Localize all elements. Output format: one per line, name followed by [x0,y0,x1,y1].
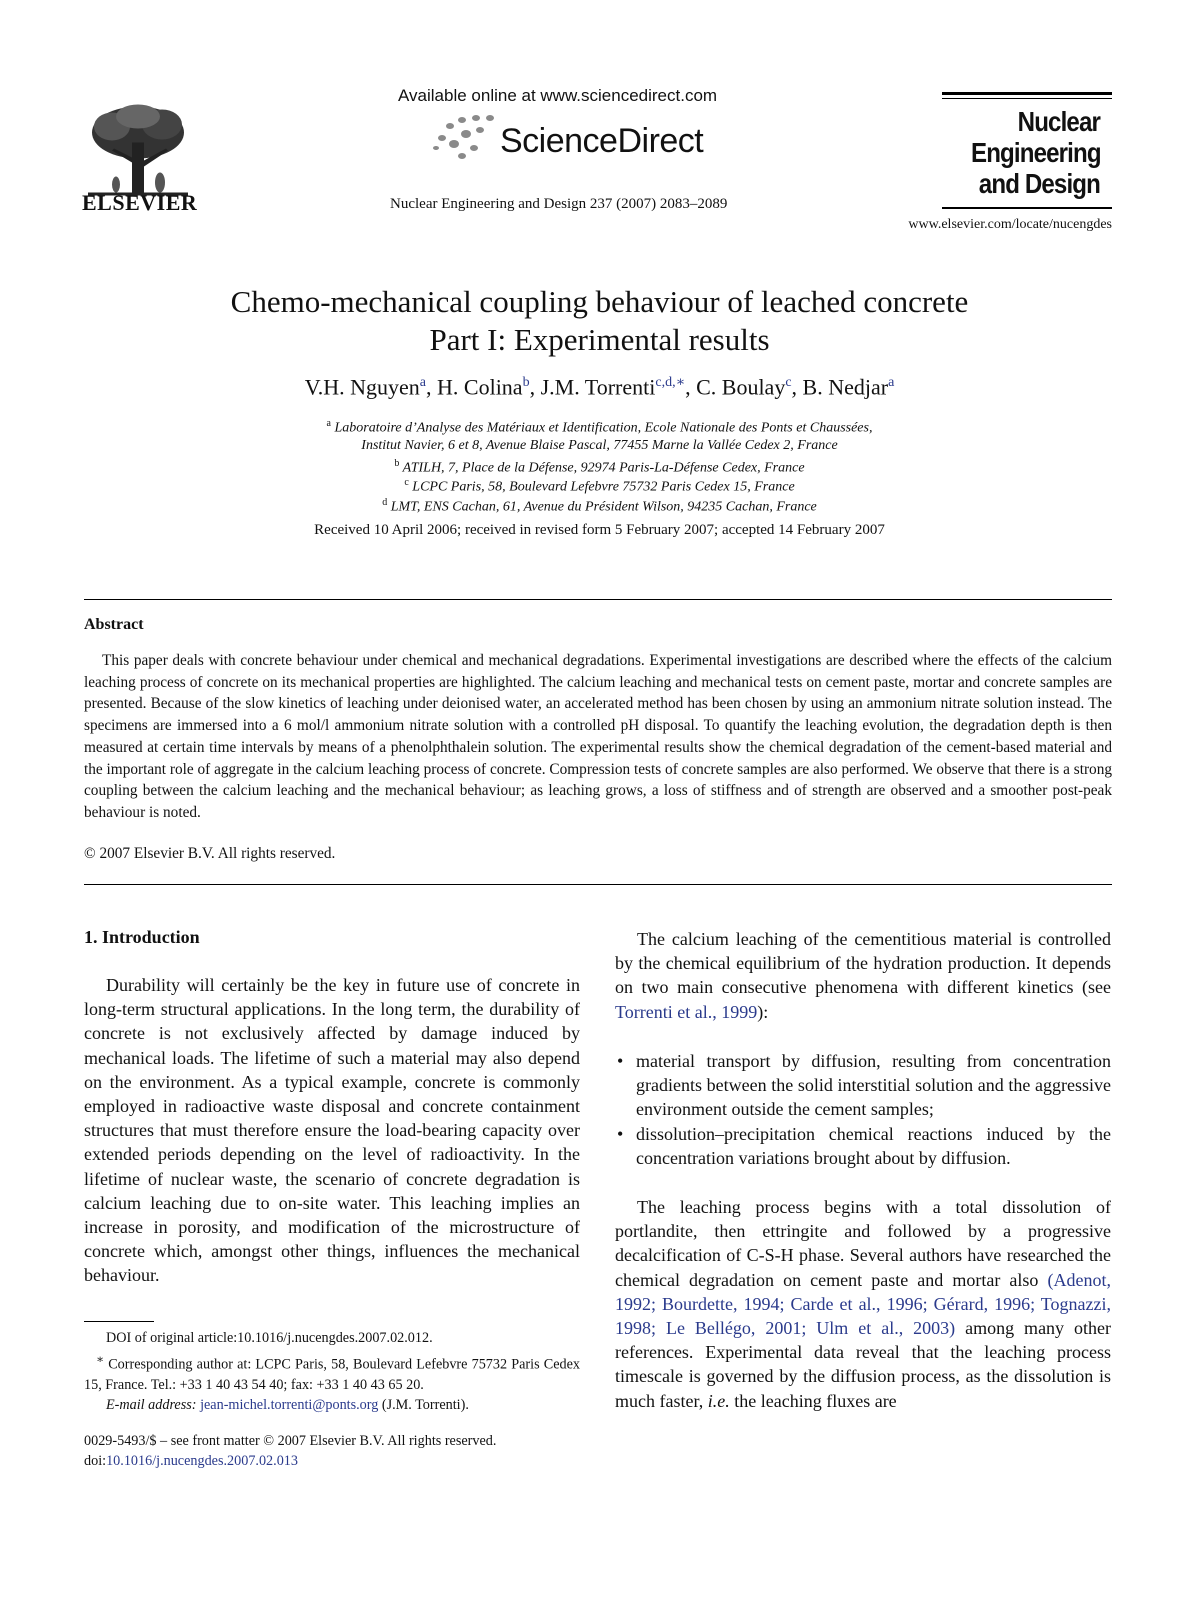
journal-box-rule [942,207,1112,209]
abstract-top-rule [84,599,1112,600]
journal-box-rule [942,92,1112,95]
paragraph-text: The leaching process begins with a total dissolution of portlandite, then ettringite and followed by a progressive decalcification of C-S-H phase. Several authors have researched the chemical degradation on cement paste and mortar also [615,1197,1111,1290]
footnote-corresponding-author [84,1349,580,1396]
email-owner: (J.M. Torrenti). [378,1397,469,1414]
abstract-copyright: © 2007 Elsevier B.V. All rights reserved. [84,845,336,862]
author-list [0,374,1199,400]
footnote-rule [84,1321,154,1322]
affiliation [0,438,1199,454]
received-dates: Received 10 April 2006; received in revised form 5 February 2007; accepted 14 February 2007 [314,522,885,538]
author-separator: , [426,374,438,400]
footnote-text: Corresponding author at: LCPC Paris, 58, Boulevard Lefebvre 75732 Paris Cedex 15, France. Tel.: +33 1 40 43 54 40; fax: +33 1 40 43 65 20. [84,1356,580,1393]
affiliation [0,497,1199,516]
citation-link[interactable]: (Adenot, 1992; Bourdette, 1994; Carde et al., 1996; Gérard, 1996; Tognazzi, 1998; Le Bellégo, 2001; Ulm et al., 2003) [615,1269,1111,1339]
bullet-icon: • [617,1051,624,1071]
footnote-marker: ∗ [96,1351,105,1366]
author-name: J.M. Torrenti [540,374,656,400]
author-affiliation-link[interactable]: b [522,375,530,390]
affiliation-text: ATILH, 7, Place de la Défense, 92974 Paris-La-Défense Cedex, France [402,460,805,476]
affiliation-text: LMT, ENS Cachan, 61, Avenue du Président Wilson, 94235 Cachan, France [390,499,817,515]
intro-paragraph: Durability will certainly be the key in future use of concrete in long-term structural applications. In the long term, the durability of concrete is not exclusively affected by damage induced by mechanical loads. The lifetime of such a material may also depend on the environment. As a typical example, concrete is commonly employed in radioactive waste disposal and concrete containment structures that must therefore ensure the load-bearing capacity over extended periods depending on the level of radioactivity. In the lifetime of nuclear waste, the scenario of concrete degradation is calcium leaching due to on-site water. This leaching implies an increase in porosity, and modification of the microstructure of concrete which, amongst other things, influences the mechanical behaviour. [84,975,580,1286]
journal-url-link[interactable]: www.elsevier.com/locate/nucengdes [908,217,1112,232]
available-online-text: Available online at www.sciencedirect.com [398,86,718,105]
affiliation-marker: d [382,497,388,508]
affiliation-text: Laboratoire d’Analyse des Matériaux et Identification, Ecole Nationale des Ponts et Chaussées, [334,420,873,436]
article-title: Chemo-mechanical coupling behaviour of leached concrete [230,284,969,319]
footnotes [84,1328,580,1416]
abstract-bottom-rule [84,884,1112,885]
email-label: E-mail address: [106,1397,197,1414]
front-matter-text: 0029-5493/$ – see front matter © 2007 Elsevier B.V. All rights reserved. [84,1433,497,1449]
publisher-name: ELSEVIER [82,190,198,215]
list-item [615,1122,1111,1170]
paragraph-text: among many other references. Experimental data reveal that the leaching process timescale is governed by the diffusion process, as the dissolution is much faster, [615,1318,1111,1411]
paragraph-italic: i.e. [707,1390,730,1411]
doi-link[interactable]: 10.1016/j.nucengdes.2007.02.013 [106,1453,298,1469]
list-item-text: dissolution–precipitation chemical reactions induced by the concentration variations brought about by diffusion. [636,1123,1111,1168]
affiliation-marker: b [394,458,400,469]
email-link[interactable]: jean-michel.torrenti@ponts.org [200,1397,379,1414]
intro-paragraph [615,1195,1111,1413]
affiliation [0,458,1199,477]
journal-title-logo [971,106,1100,199]
journal-title-line: Engineering [971,137,1101,168]
abstract-heading: Abstract [84,616,144,633]
author-affiliation-link[interactable]: a [888,375,895,390]
intro-paragraph [615,927,1111,1024]
abstract-body: This paper deals with concrete behaviour under chemical and mechanical degradations. Experimental investigations are described where the effects of the calcium leaching process of concrete on its mechanical properties are highlighted. The calcium leaching and mechanical tests on cement paste, mortar and concrete samples are presented. Because of the slow kinetics of leaching under deionised water, an accelerated method has been chosen by using an ammonium nitrate solution instead. The specimens are immersed into a 6 mol/l ammonium nitrate solution with a controlled pH disposal. To quantify the leaching evolution, the degradation depth is then measured at certain time intervals by means of a phenolphthalein solution. The experimental results show the chemical degradation of the cement-based material and the important role of aggregate in the calcium leaching process of concrete. Compression tests of concrete samples are also performed. We observe that there is a strong coupling between the calcium leaching and the mechanical behaviour; as leaching grows, a loss of stiffness and of strength are observed and a smoother post-peak behaviour is noted. [84,652,1112,821]
bullet-list [615,1049,1111,1170]
bullet-icon: • [617,1123,624,1144]
author-separator: , [791,374,803,400]
doi-line [84,1451,496,1471]
author-name: C. Boulay [696,374,786,400]
author-name: V.H. Nguyen [304,374,420,400]
affiliation-marker: c [404,477,409,488]
affiliation-text: Institut Navier, 6 et 8, Avenue Blaise Pascal, 77455 Marne la Vallée Cedex 2, France [361,438,838,453]
author-separator: , [685,374,697,400]
section-heading: 1. Introduction [84,927,200,947]
footnote-email [84,1395,580,1416]
author-affiliation-link[interactable]: c [785,375,792,390]
author-separator: , [529,374,541,400]
footnote-doi-original: DOI of original article:10.1016/j.nucengdes.2007.02.012. [106,1330,433,1346]
citation-link[interactable]: Torrenti et al., 1999 [615,1001,758,1022]
affiliation-text: LCPC Paris, 58, Boulevard Lefebvre 75732 Paris Cedex 15, France [412,479,795,495]
journal-title-line: and Design [978,168,1100,199]
journal-title-line: Nuclear [1017,106,1100,137]
author-name: H. Colina [437,374,523,400]
paragraph-text: ): [757,1001,769,1022]
affiliation [0,418,1199,437]
author-affiliation-link[interactable]: a [419,375,427,390]
journal-box-rule [942,98,1112,99]
front-matter [84,1431,496,1471]
affiliation-marker: a [326,418,331,429]
affiliation [0,477,1199,496]
sciencedirect-dots-icon [428,112,498,167]
paragraph-text: The calcium leaching of the cementitious material is controlled by the chemical equilibrium of the hydration production. It depends on two main consecutive phenomena with different kinetics (see [615,929,1111,998]
journal-citation: Nuclear Engineering and Design 237 (2007) 2083–2089 [390,196,728,212]
sciencedirect-wordmark: ScienceDirect [500,122,704,160]
paragraph-text: the leaching fluxes are [729,1390,897,1411]
doi-prefix: doi: [84,1453,107,1469]
list-item-text: material transport by diffusion, resulting from concentration gradients between the solid interstitial solution and the aggressive environment outside the cement samples; [636,1051,1111,1120]
list-item [615,1049,1111,1122]
article-subtitle: Part I: Experimental results [429,322,770,357]
author-affiliation-link[interactable]: c,d,∗ [655,375,686,390]
author-name: B. Nedjar [802,374,889,400]
